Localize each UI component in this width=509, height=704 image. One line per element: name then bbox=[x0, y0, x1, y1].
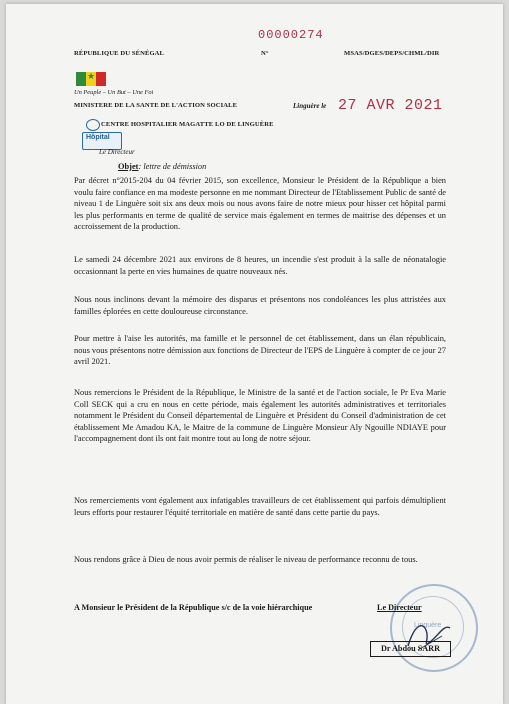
republic-heading: RÉPUBLIQUE DU SÉNÉGAL bbox=[74, 50, 165, 57]
registration-number-stamp: 00000274 bbox=[258, 28, 324, 42]
object-text: : lettre de démission bbox=[138, 162, 207, 171]
hospital-name: CENTRE HOSPITALIER MAGATTE LO DE LINGUÈRE bbox=[101, 121, 274, 128]
national-motto: Un Peuple – Un But – Une Foi bbox=[74, 89, 154, 96]
paragraph-1: Par décret n°2015-204 du 04 février 2015, son excellence, Monsieur le Président de la République a bien voulu faire confiance en ma modeste personne en me nommant Directeur de l'Etablissement Public de santé de niveau 1 de Linguère soit six ans deux mois ou nous avons faire de notre mieux pour hisser cet hôpital parmi les plus performants en terme de qualité de service mais également en termes de maitrise des dépenses et un accroissement de la production. bbox=[74, 176, 446, 232]
hospital-emblem-icon bbox=[86, 119, 100, 131]
seal-text: Linguère bbox=[414, 622, 442, 629]
object-label: Objet bbox=[118, 162, 139, 171]
letter-page bbox=[6, 4, 503, 704]
paragraph-6: Nos remerciements vont également aux infatigables travailleurs de cet établissement qui parfois démultiplient leurs efforts pour restaurer l'équité territoriale en matière de santé dans cette partie du pays. bbox=[74, 496, 446, 517]
recipient-line: A Monsieur le Président de la République s/c de la voie hiérarchique bbox=[74, 603, 313, 612]
signer-title: Le Directeur bbox=[377, 603, 422, 612]
object-line bbox=[118, 162, 206, 171]
paragraph-3: Nous nous inclinons devant la mémoire des disparus et présentons nos condoléances les plus attristées aux familles éplorées en cette douloureuse circonstance. bbox=[74, 295, 446, 316]
hospital-logo-text: Hôpital bbox=[86, 134, 110, 141]
senegal-flag-icon bbox=[76, 72, 106, 86]
date-stamp: 27 AVR 2021 bbox=[338, 97, 443, 114]
paragraph-4: Pour mettre à l'aise les autorités, ma famille et le personnel de cet établissement, dans un élan républicain, nous vous présentons notre démission aux fonctions de Directeur de l'EPS de Linguère à compter de ce jour 27 avril 2021. bbox=[74, 334, 446, 367]
reference-code: MSAS/DGES/DEPS/CHML/DIR bbox=[344, 50, 440, 57]
number-label: N° bbox=[261, 50, 269, 57]
signer-name: Dr Abdou SARR bbox=[370, 641, 451, 657]
paragraph-2: Le samedi 24 décembre 2021 aux environs de 8 heures, un incendie s'est produit à la salle de néonatalogie occasionnant la perte en vies humaines de quatre nouveaux nés. bbox=[74, 255, 446, 276]
paragraph-5: Nous remercions le Président de la République, le Ministre de la santé et de l'action sociale, le Pr Eva Marie Coll SECK qui a cru en nous en cette période, mais également les autorités administratives et territoriales notamment le Président du Conseil départemental de Linguère et Président du Conseil d'administration de cet établissement Me Amadou KA, le Maitre de la commune de Linguère Monsieur Aly Ngouille NDIAYE pour l'accompagnement dont ils ont fait montre tout au long de notre séjour. bbox=[74, 388, 446, 444]
sender-role: Le Directeur bbox=[99, 148, 135, 156]
place-label: Linguère le bbox=[293, 102, 327, 110]
paragraph-7: Nous rendons grâce à Dieu de nous avoir permis de réaliser le niveau de performance reconnu de tous. bbox=[74, 555, 418, 564]
ministry-name: MINISTERE DE LA SANTE DE L'ACTION SOCIALE bbox=[74, 102, 238, 109]
